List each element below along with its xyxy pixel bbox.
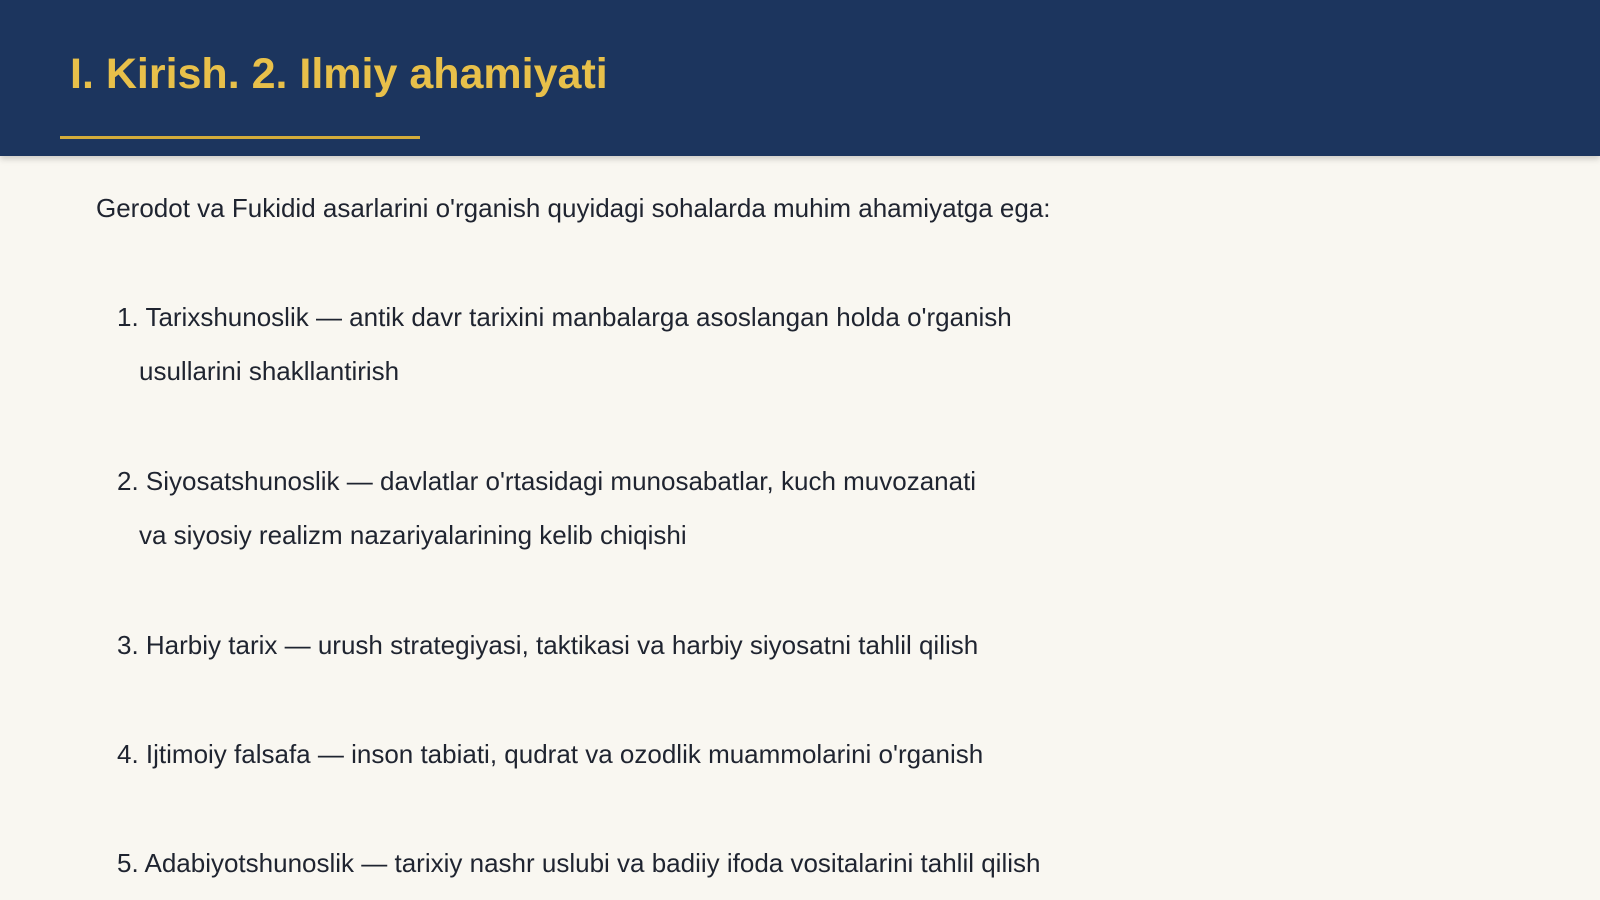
list-item-continuation: usullarini shakllantirish [139, 356, 400, 386]
list-item [117, 727, 1317, 781]
list-item [117, 290, 1317, 398]
list-item-text: 4. Ijtimoiy falsafa — inson tabiati, qudrat va ozodlik muammolarini o'rganish [117, 739, 984, 769]
list-item-text: 5. Adabiyotshunoslik — tarixiy nashr uslubi va badiiy ifoda vositalarini tahlil qilish [117, 848, 1041, 878]
slide-title: I. Kirish. 2. Ilmiy ahamiyati [70, 50, 608, 98]
list-item [117, 836, 1317, 890]
header-bar [0, 0, 1600, 156]
intro-text: Gerodot va Fukidid asarlarini o'rganish quyidagi sohalarda muhim ahamiyatga ega: [96, 193, 1051, 223]
list-item-text: 2. Siyosatshunoslik — davlatlar o'rtasidagi munosabatlar, kuch muvozanati [117, 466, 977, 496]
title-underline [60, 136, 420, 139]
list-item [117, 618, 1317, 672]
list-item [117, 454, 1317, 562]
list-item-text: 3. Harbiy tarix — urush strategiyasi, taktikasi va harbiy siyosatni tahlil qilish [117, 630, 979, 660]
list-item-continuation: va siyosiy realizm nazariyalarining kelib chiqishi [139, 520, 687, 550]
list-item-text: 1. Tarixshunoslik — antik davr tarixini manbalarga asoslangan holda o'rganish [117, 302, 1012, 332]
